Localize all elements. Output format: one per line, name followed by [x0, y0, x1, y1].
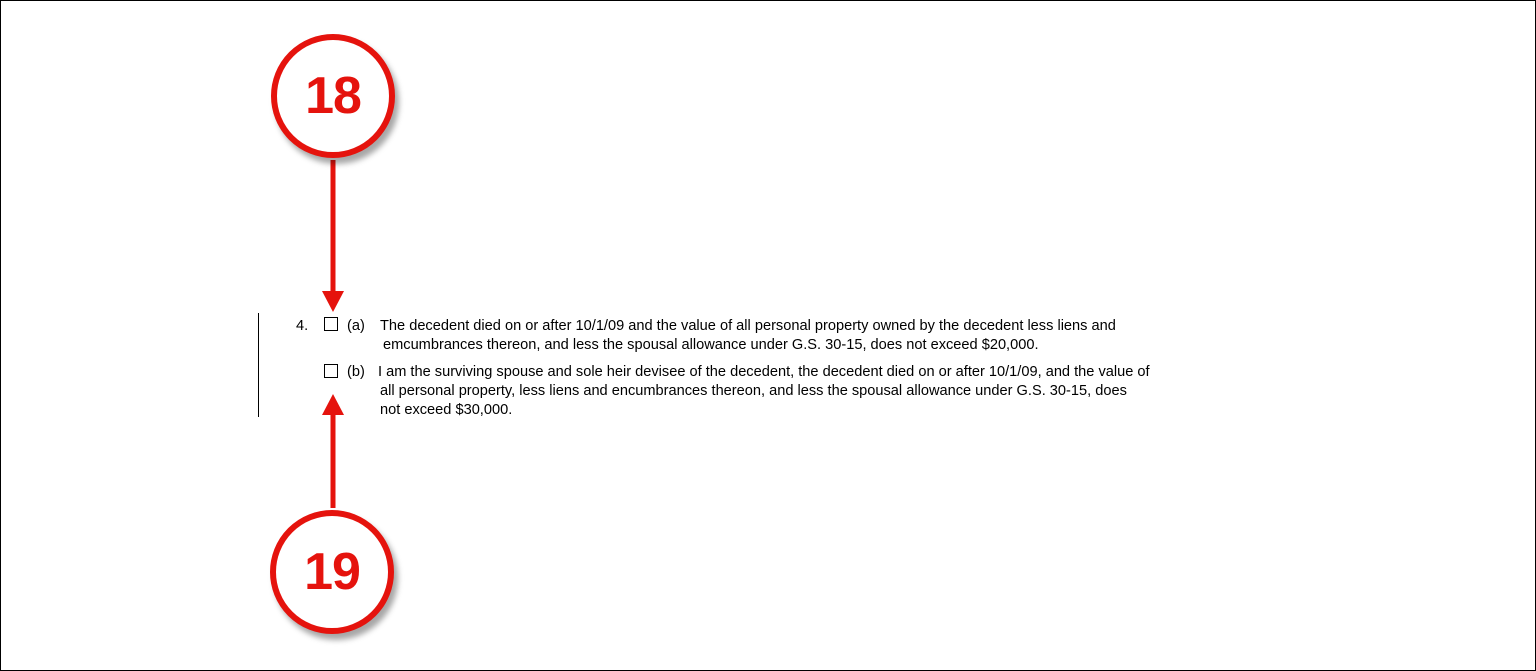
margin-rule — [258, 313, 259, 417]
option-a-letter: (a) — [347, 318, 365, 334]
option-a-line-1: The decedent died on or after 10/1/09 and the value of all personal property owned by the decedent less liens and — [380, 318, 1116, 334]
option-b-checkbox[interactable] — [324, 364, 338, 378]
callout-19-number: 19 — [304, 543, 360, 601]
option-b-line-1: I am the surviving spouse and sole heir devisee of the decedent, the decedent died on or after 10/1/09, and the value of — [378, 364, 1150, 380]
option-a-line-2: emcumbrances thereon, and less the spousal allowance under G.S. 30-15, does not exceed $20,000. — [383, 337, 1039, 353]
option-b-line-3: not exceed $30,000. — [380, 402, 513, 418]
option-b-letter: (b) — [347, 364, 365, 380]
callout-19 — [270, 510, 394, 634]
option-a-checkbox[interactable] — [324, 317, 338, 331]
callout-18 — [271, 34, 395, 158]
option-b-line-2: all personal property, less liens and encumbrances thereon, and less the spousal allowance under G.S. 30-15, does — [380, 383, 1127, 399]
callout-18-number: 18 — [305, 67, 361, 125]
item-number: 4. — [296, 318, 309, 334]
